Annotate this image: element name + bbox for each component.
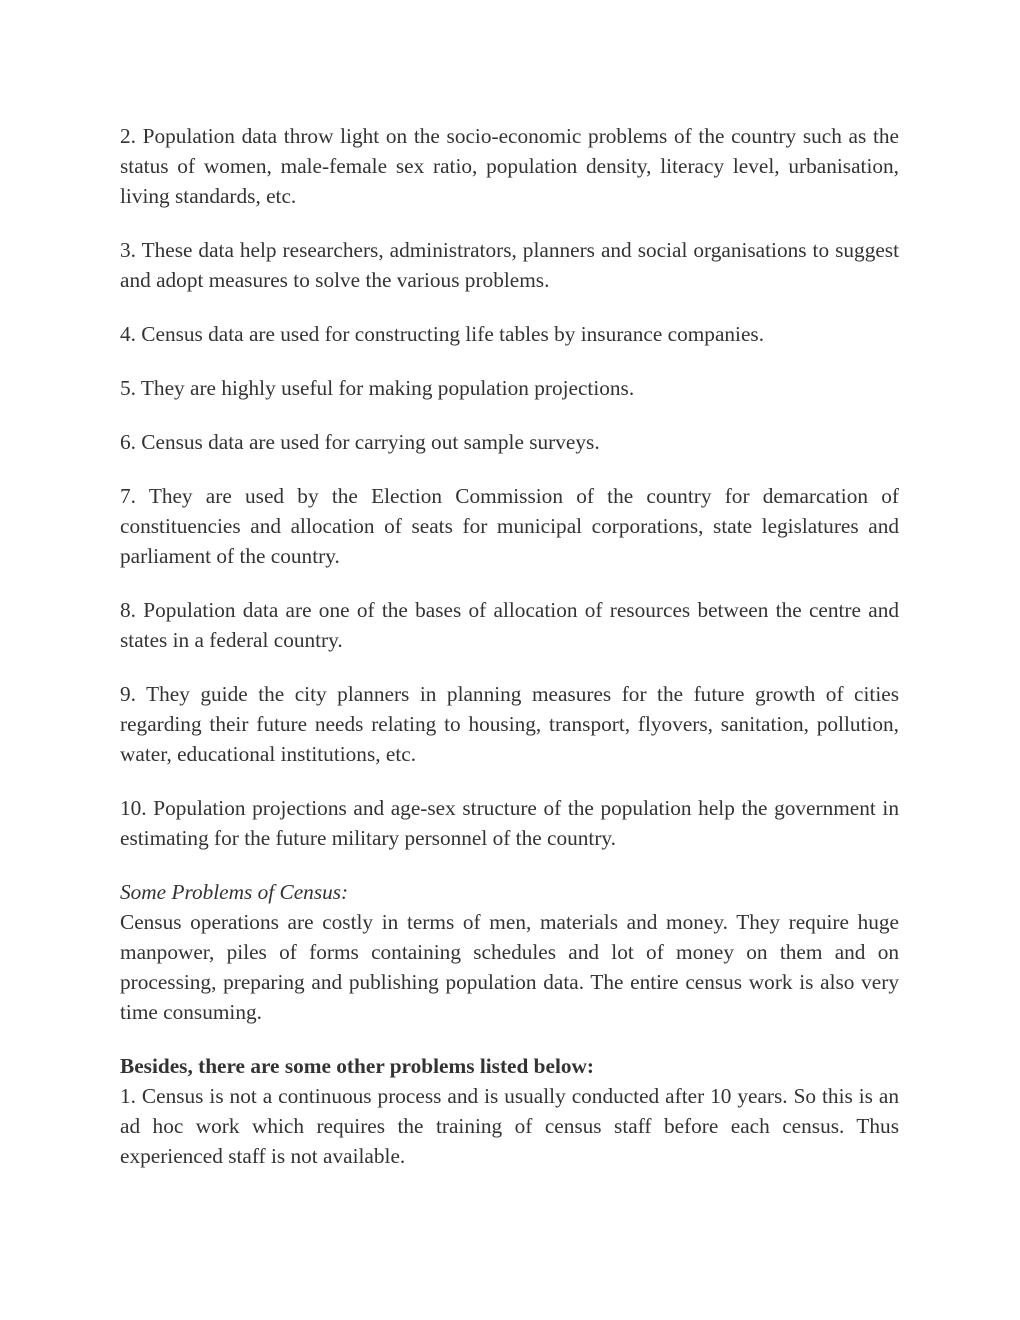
other-problems-heading: Besides, there are some other problems listed below: (120, 1054, 595, 1078)
use-item-8: 8. Population data are one of the bases of allocation of resources between the centre and states in a federal country. (120, 598, 899, 652)
problems-section (120, 877, 899, 1027)
use-item-4: 4. Census data are used for constructing life tables by insurance companies. (120, 322, 765, 346)
other-problem-item-1: 1. Census is not a continuous process and is usually conducted after 10 years. So this is an ad hoc work which requires the training of census staff before each census. Thus experienced staff is not available. (120, 1084, 899, 1168)
problems-heading: Some Problems of Census: (120, 880, 349, 904)
use-item-10: 10. Population projections and age-sex structure of the population help the government in estimating for the future military personnel of the country. (120, 796, 899, 850)
use-item-6: 6. Census data are used for carrying out sample surveys. (120, 430, 600, 454)
use-item-3: 3. These data help researchers, administrators, planners and social organisations to suggest and adopt measures to solve the various problems. (120, 238, 899, 292)
use-item-2: 2. Population data throw light on the socio-economic problems of the country such as the status of women, male-female sex ratio, population density, literacy level, urbanisation, living standards, etc. (120, 124, 899, 208)
document-page (120, 121, 899, 1195)
use-item-5: 5. They are highly useful for making population projections. (120, 376, 635, 400)
use-item-7: 7. They are used by the Election Commission of the country for demarcation of constituencies and allocation of seats for municipal corporations, state legislatures and parliament of the country. (120, 484, 899, 568)
use-item-9: 9. They guide the city planners in planning measures for the future growth of cities regarding their future needs relating to housing, transport, flyovers, sanitation, pollution, water, educational institutions, etc. (120, 682, 899, 766)
other-problems-section (120, 1051, 899, 1171)
problems-text: Census operations are costly in terms of men, materials and money. They require huge manpower, piles of forms containing schedules and lot of money on them and on processing, preparing and publishing population data. The entire census work is also very time consuming. (120, 910, 899, 1024)
